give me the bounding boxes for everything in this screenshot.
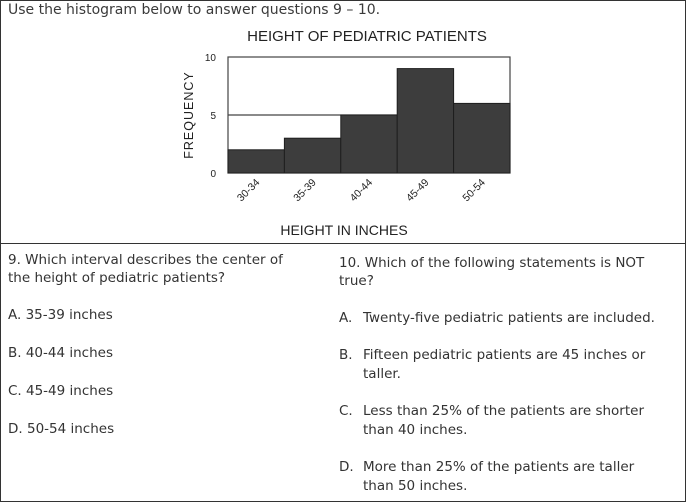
instructions: Use the histogram below to answer questions 9 – 10. [8, 2, 381, 18]
y-axis-label: FREQUENCY [182, 71, 196, 159]
q9-option-b[interactable]: B. 40-44 inches [8, 345, 113, 361]
q10-option-d-line1[interactable]: More than 25% of the patients are taller [363, 459, 635, 475]
y-tick-label: 10 [204, 53, 216, 64]
histogram-chart [0, 0, 686, 245]
q10-prompt-line2: true? [339, 273, 374, 289]
bar-35-39 [284, 138, 340, 173]
q9-prompt-line2: the height of pediatric patients? [8, 270, 226, 286]
q9-option-d[interactable]: D. 50-54 inches [8, 421, 115, 437]
q9-prompt-line1: 9. Which interval describes the center of [8, 252, 283, 268]
chart-title: HEIGHT OF PEDIATRIC PATIENTS [247, 28, 487, 45]
q10-option-b-line2[interactable]: taller. [363, 366, 401, 382]
bar-45-49 [397, 69, 453, 173]
q10-option-a-letter[interactable]: A. [339, 310, 353, 326]
q10-option-c-letter[interactable]: C. [339, 403, 353, 419]
q10-option-d-line2[interactable]: than 50 inches. [363, 478, 468, 494]
q10-option-b-line1[interactable]: Fifteen pediatric patients are 45 inches or [363, 347, 646, 363]
q10-option-c-line1[interactable]: Less than 25% of the patients are shorter [363, 403, 645, 419]
x-tick-label: 40-44 [347, 176, 376, 205]
y-tick-label: 0 [210, 169, 216, 180]
x-tick-label: 35-39 [291, 176, 319, 205]
q9-option-c[interactable]: C. 45-49 inches [8, 383, 114, 399]
q10-option-c-line2[interactable]: than 40 inches. [363, 422, 468, 438]
q10-option-a-text[interactable]: Twenty-five pediatric patients are included. [363, 310, 655, 326]
x-tick-label: 50-54 [460, 176, 488, 205]
bar-30-34 [228, 150, 284, 173]
q10-option-d-letter[interactable]: D. [339, 459, 354, 475]
y-tick-label: 5 [210, 111, 216, 122]
q10-prompt-line1: 10. Which of the following statements is NOT [339, 255, 645, 271]
x-tick-label: 30-34 [234, 176, 263, 205]
bar-50-54 [454, 103, 510, 173]
x-tick-label: 45-49 [404, 176, 432, 205]
q10-option-b-letter[interactable]: B. [339, 347, 353, 363]
bar-40-44 [341, 115, 397, 173]
q9-option-a[interactable]: A. 35-39 inches [8, 307, 113, 323]
x-axis-label: HEIGHT IN INCHES [280, 222, 408, 238]
